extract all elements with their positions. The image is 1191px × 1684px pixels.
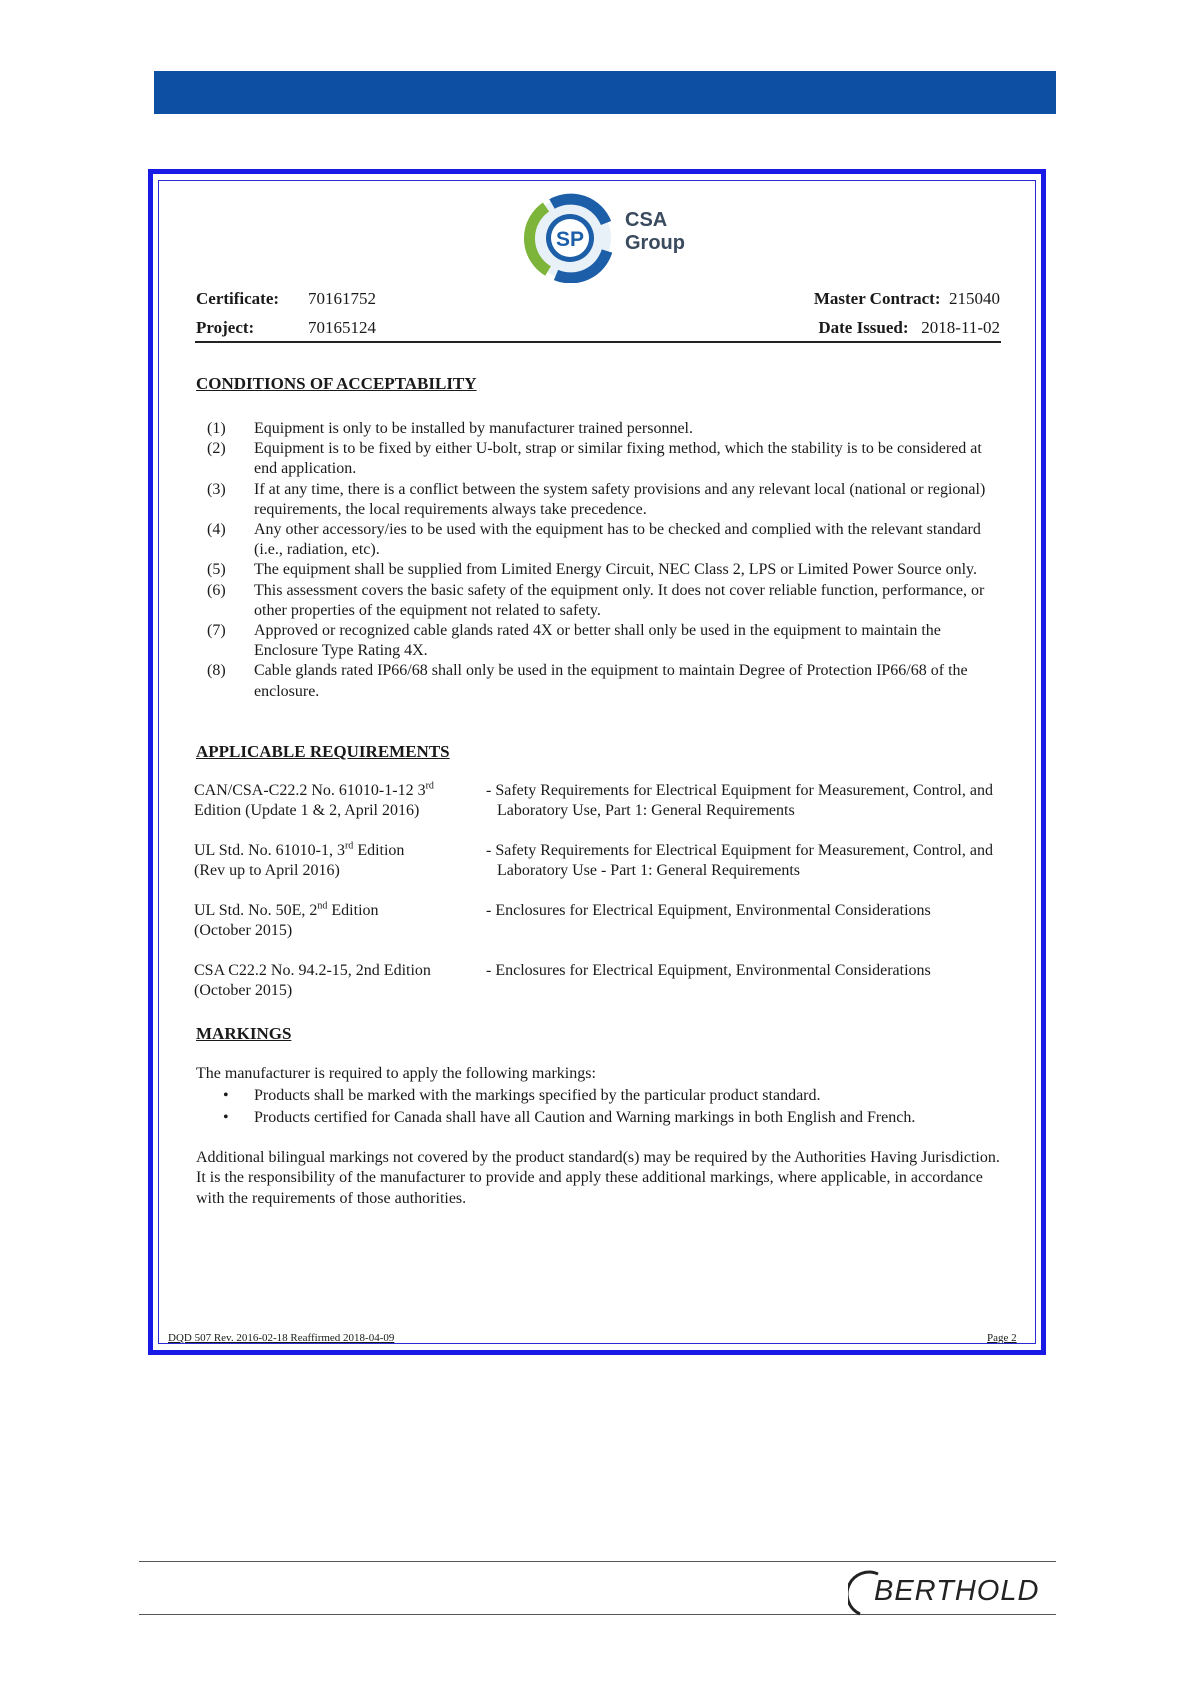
standard-revision: (October 2015) <box>194 922 293 940</box>
condition-number: (1) <box>207 420 226 437</box>
standard-revision: (October 2015) <box>194 982 293 1000</box>
requirement-description: - Enclosures for Electrical Equipment, Environmental Considerations <box>486 902 931 919</box>
standard-title: CSA C22.2 No. 94.2-15, 2nd Edition <box>194 962 431 979</box>
condition-number: (7) <box>207 622 226 640</box>
condition-text: Equipment is only to be installed by manufacturer trained personnel. <box>254 420 693 437</box>
certificate-label: Certificate: <box>196 289 280 308</box>
page-number: Page 2 <box>987 1332 1017 1344</box>
standard-revision: (Rev up to April 2016) <box>194 862 340 880</box>
condition-item <box>196 621 1002 661</box>
requirement-row <box>194 781 1004 822</box>
date-issued-label: Date Issued: <box>818 318 909 337</box>
header-bar <box>154 71 1056 114</box>
master-contract-value: 215040 <box>949 289 1000 308</box>
requirement-description: - Safety Requirements for Electrical Equipment for Measurement, Control, and Laboratory Use - Part 1: General Requirements <box>486 842 993 880</box>
csa-group-logo <box>518 193 688 283</box>
standard-title: UL Std. No. 50E, 2 <box>194 902 318 919</box>
date-issued-value: 2018-11-02 <box>921 318 1000 337</box>
meta-divider <box>195 341 1001 343</box>
standard-edition: Edition <box>353 842 405 859</box>
date-issued-field <box>818 318 1000 338</box>
form-code: DQD 507 Rev. 2016-02-18 Reaffirmed 2018-04-09 <box>168 1332 395 1344</box>
condition-number: (5) <box>207 561 226 579</box>
bullet-dot-icon: • <box>223 1109 229 1126</box>
condition-item <box>196 439 1002 479</box>
condition-item <box>196 581 1002 621</box>
requirement-row <box>194 961 1004 1002</box>
conditions-heading: CONDITIONS OF ACCEPTABILITY <box>196 374 477 393</box>
master-contract-label: Master Contract: <box>813 289 941 308</box>
requirement-row <box>194 901 1004 942</box>
standard-edition: Edition <box>327 902 379 919</box>
markings-intro: The manufacturer is required to apply the following markings: <box>196 1065 596 1082</box>
certificate-value: 70161752 <box>308 289 376 308</box>
requirement-standard <box>194 841 486 882</box>
condition-text: If at any time, there is a conflict between the system safety provisions and any relevant local (national or regional) requirements, the local requirements always take precedence. <box>254 480 986 518</box>
condition-item <box>196 419 1002 439</box>
requirement-standard <box>194 901 486 942</box>
condition-number: (4) <box>207 521 226 539</box>
standard-title: CAN/CSA-C22.2 No. 61010-1-12 3 <box>194 782 426 799</box>
marking-bullet-text: Products certified for Canada shall have all Caution and Warning markings in both English and French. <box>254 1109 916 1126</box>
marking-bullet-text: Products shall be marked with the markings specified by the particular product standard. <box>254 1087 821 1104</box>
requirement-standard <box>194 961 486 1002</box>
project-label: Project: <box>196 318 255 337</box>
footer-rule-top <box>139 1561 1056 1562</box>
requirement-row <box>194 841 1004 882</box>
berthold-wordmark: BERTHOLD <box>874 1575 1040 1607</box>
requirement-standard <box>194 781 486 822</box>
condition-number: (8) <box>207 662 226 680</box>
condition-text: Equipment is to be fixed by either U-bolt, strap or similar fixing method, which the stability is to be considered at end application. <box>254 440 982 478</box>
certificate-field <box>196 289 279 309</box>
marking-bullet <box>196 1107 1002 1129</box>
condition-number: (6) <box>207 581 226 599</box>
condition-item <box>196 560 1002 580</box>
requirements-heading: APPLICABLE REQUIREMENTS <box>196 742 450 761</box>
bullet-dot-icon: • <box>223 1087 229 1104</box>
markings-heading: MARKINGS <box>196 1024 292 1043</box>
condition-text: Any other accessory/ies to be used with the equipment has to be checked and complied with the relevant standard (i.e., radiation, etc). <box>254 521 981 559</box>
condition-item <box>196 520 1002 560</box>
standard-ordinal: rd <box>425 780 434 792</box>
condition-text: Cable glands rated IP66/68 shall only be used in the equipment to maintain Degree of Protection IP66/68 of the enclosure. <box>254 662 968 700</box>
csa-emblem-icon <box>518 193 622 283</box>
markings-bullets <box>196 1085 1002 1129</box>
standard-title: UL Std. No. 61010-1, 3 <box>194 842 345 859</box>
requirement-description: - Enclosures for Electrical Equipment, Environmental Considerations <box>486 962 931 979</box>
requirement-description: - Safety Requirements for Electrical Equipment for Measurement, Control, and Laboratory Use, Part 1: General Requirements <box>486 782 993 820</box>
standard-ordinal: rd <box>344 840 354 852</box>
conditions-list <box>196 419 1002 702</box>
project-value: 70165124 <box>308 318 376 337</box>
standard-ordinal: nd <box>317 900 328 912</box>
csa-group-wordmark <box>625 209 685 255</box>
markings-paragraph: Additional bilingual markings not covered by the product standard(s) may be required by the Authorities Having Jurisdiction. It is the responsibility of the manufacturer to provide and apply these additional markings, where applicable, in accordance with the requirements of those authorities. <box>196 1149 1000 1207</box>
condition-text: Approved or recognized cable glands rated 4X or better shall only be used in the equipment to maintain the Enclosure Type Rating 4X. <box>254 622 941 660</box>
condition-text: The equipment shall be supplied from Limited Energy Circuit, NEC Class 2, LPS or Limited Power Source only. <box>254 561 978 579</box>
logo-line-group: Group <box>625 232 685 254</box>
standard-revision: Edition (Update 1 & 2, April 2016) <box>194 802 420 820</box>
condition-number: (2) <box>207 440 226 458</box>
master-contract-field <box>814 289 1000 309</box>
logo-line-csa: CSA <box>625 209 668 231</box>
berthold-logo <box>848 1570 1058 1618</box>
marking-bullet <box>196 1085 1002 1107</box>
project-field <box>196 318 254 338</box>
csa-emblem-letters: SP <box>555 228 585 251</box>
condition-text: This assessment covers the basic safety of the equipment only. It does not cover reliable function, performance, or other properties of the equipment not related to safety. <box>254 581 985 619</box>
condition-item <box>196 661 1002 701</box>
condition-number: (3) <box>207 480 226 498</box>
condition-item <box>196 480 1002 520</box>
